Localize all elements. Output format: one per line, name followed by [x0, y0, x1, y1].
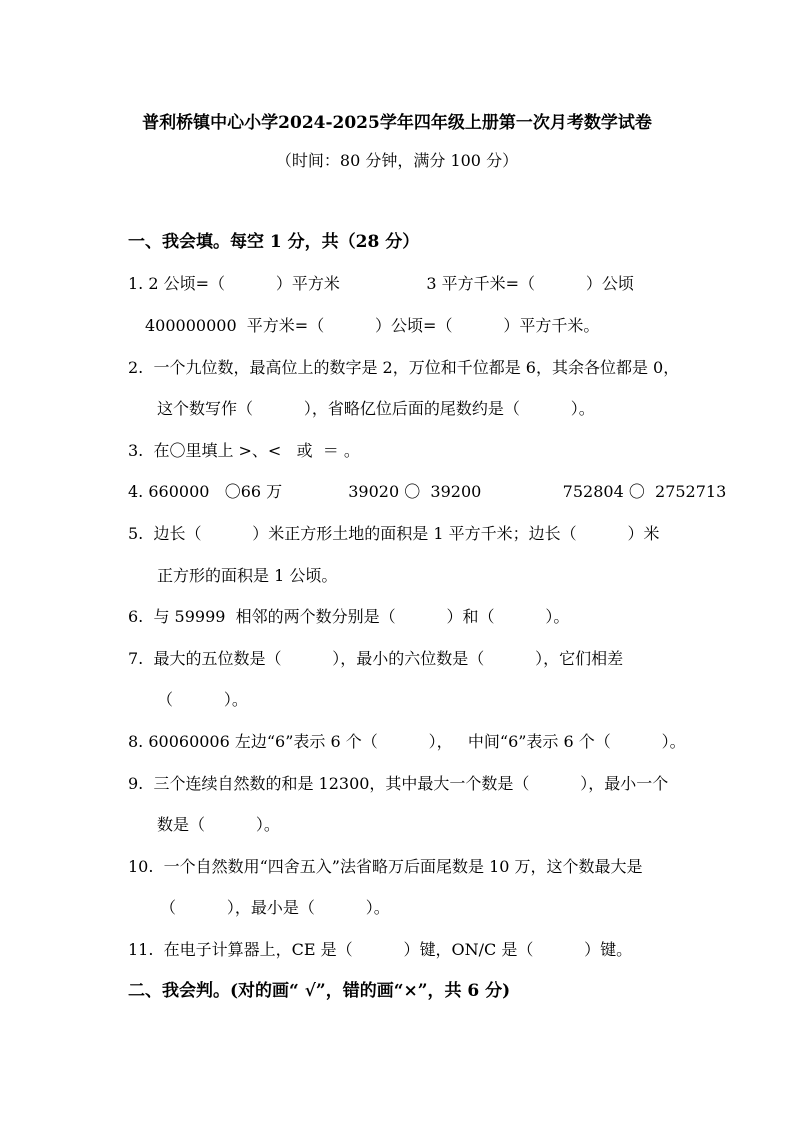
q9-line-2: 数是（ ）。	[157, 815, 280, 834]
q6-line: 6. 与 59999 相邻的两个数分别是（ ）和（ ）。	[128, 607, 570, 626]
q2-line-2: 这个数写作（ ），省略亿位后面的尾数约是（ ）。	[157, 399, 595, 418]
q2-line-1: 2. 一个九位数，最高位上的数字是 2，万位和千位都是 6，其余各位都是 0，	[128, 358, 680, 377]
q10-line-2: （ ），最小是（ ）。	[160, 898, 390, 917]
section2-heading: 二、我会判。(对的画“ √”，错的画“×”，共 6 分)	[128, 981, 511, 1001]
q5-line-1: 5. 边长（ ）米正方形土地的面积是 1 平方千米；边长（ ）米	[128, 524, 660, 543]
section1-heading: 一、我会填。每空 1 分，共（28 分）	[128, 232, 420, 252]
q10-line-1: 10. 一个自然数用“四舍五入”法省略万后面尾数是 10 万，这个数最大是	[128, 857, 643, 876]
q7-line-2: （ ）。	[157, 690, 248, 709]
q4-line: 4. 660000 〇66 万 39020 〇 39200 752804 〇 2752713	[128, 482, 727, 501]
q8-line: 8. 60060006 左边“6”表示 6 个（ ）， 中间“6”表示 6 个（ ）。	[128, 732, 686, 751]
q1-line-1: 1. 2 公顷=（ ）平方米 3 平方千米=（ ）公顷	[128, 274, 634, 293]
exam-title: 普利桥镇中心小学2024-2025学年四年级上册第一次月考数学试卷	[142, 113, 652, 133]
q5-line-2: 正方形的面积是 1 公顷。	[157, 566, 338, 585]
q3-line: 3. 在〇里填上 >、< 或 ＝ 。	[128, 441, 360, 460]
q1-line-2: 400000000 平方米=（ ）公顷=（ ）平方千米。	[145, 316, 600, 335]
exam-subtitle: （时间：80 分钟，满分 100 分）	[275, 151, 519, 170]
q9-line-1: 9. 三个连续自然数的和是 12300，其中最大一个数是（ ），最小一个	[128, 774, 669, 793]
q11-line: 11. 在电子计算器上，CE 是（ ）键，ON/C 是（ ）键。	[128, 940, 633, 959]
q7-line-1: 7. 最大的五位数是（ ），最小的六位数是（ ），它们相差	[128, 649, 624, 668]
